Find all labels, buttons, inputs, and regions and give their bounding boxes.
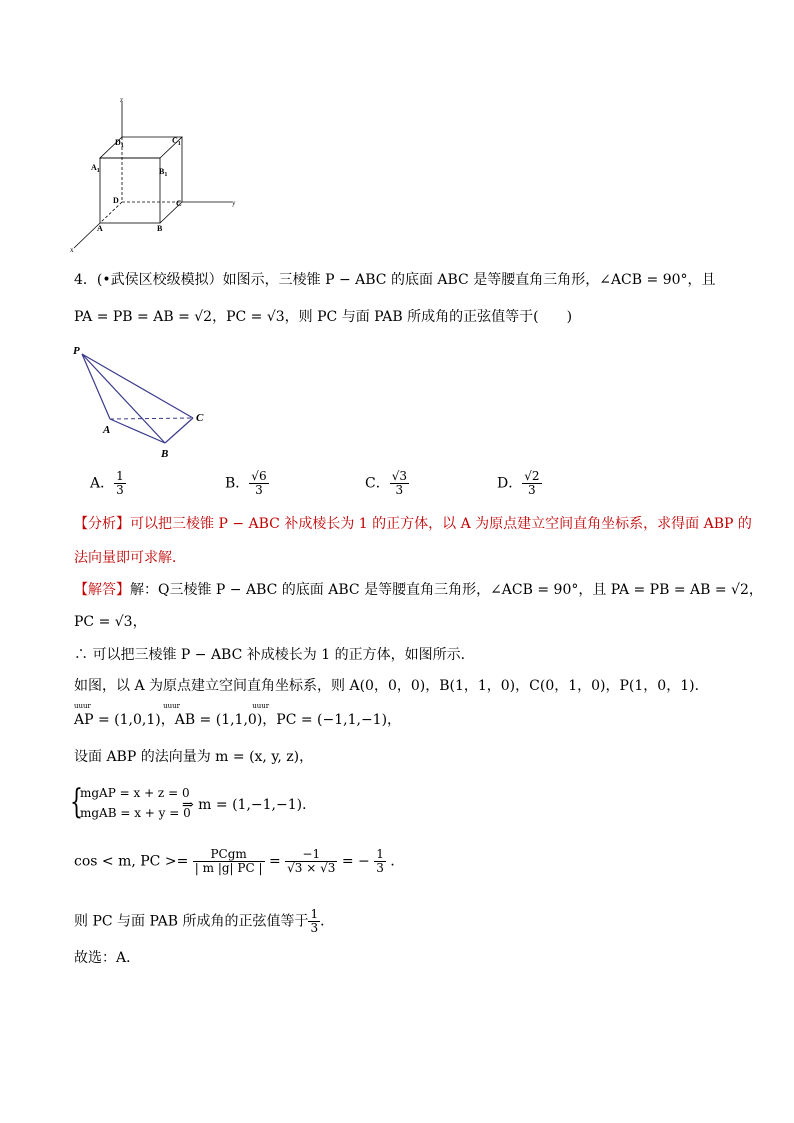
solution-tag: 【解答】 [74, 582, 130, 598]
cosine-line: cos < m, PC >= $\frac{\text{PCgm}}{| m |g| PC |}$ = $\frac{-1}{√3 \times √3}$ = − $\frac{1}{3}$ ． [74, 847, 405, 875]
cube-label-C: C [176, 199, 182, 208]
solution-line-1: 【解答】解：Q三棱锥 P − ABC 的底面 ABC 是等腰直角三角形，∠ACB = 90°，且 PA = PB = AB = √2， [74, 582, 763, 598]
analysis-line-2: 法向量即可求解． [74, 550, 186, 566]
cube-label-D1: D [115, 138, 121, 147]
problem-line-1: 4．(•武侯区校级模拟）如图示，三棱锥 P − ABC 的底面 ABC 是等腰直角三角形，∠ACB = 90°，且 [74, 272, 716, 288]
cube-label-z: z [120, 96, 124, 104]
cube-label-x: x [70, 246, 74, 254]
cube-label-A1: A [91, 163, 97, 172]
option-d: D． $\frac{√2}{3}$ [497, 469, 540, 497]
cube-label-y: y [232, 199, 236, 207]
solution-line-8: 则 PC 与面 PAB 所成角的正弦值等于 $\frac{1}{3}$ ． [74, 907, 335, 935]
analysis-tag: 【分析】 [74, 516, 130, 532]
cube-label-B1: B [159, 167, 165, 176]
pyramid-label-P: P [73, 345, 80, 357]
svg-text:A1: $A_1$ [91, 163, 100, 174]
analysis-line-1: 【分析】可以把三棱锥 P − ABC 补成棱长为 1 的正方体，以 A 为原点建立空间直角坐标系，求得面 ABP 的 [74, 516, 752, 532]
cube-label-D: D [113, 196, 119, 205]
svg-text:D1: $D_1$ [115, 138, 124, 149]
system-bottom: mgAB = x + y = 0 [80, 806, 191, 820]
cube-label-A: A [97, 224, 103, 233]
svg-text:C1: $C_1$ [172, 136, 181, 147]
pyramid-figure [68, 340, 218, 465]
solution-line-4: 如图，以 A 为原点建立空间直角坐标系，则 A(0，0，0)，B(1，1，0)，C(0，1，0)，P(1，0，1)． [74, 678, 709, 694]
solution-line-3: ∴ 可以把三棱锥 P − ABC 补成棱长为 1 的正方体，如图所示． [74, 647, 475, 663]
solution-line-2: PC = √3， [74, 614, 147, 630]
vector-marks: uuur uuur uuur [74, 702, 270, 710]
cube-label-C1: C [172, 136, 178, 145]
pyramid-label-A: A [103, 424, 111, 436]
option-a: A． $\frac{1}{3}$ [90, 469, 124, 497]
pyramid-label-C: C [196, 412, 204, 424]
cube-label-B: B [157, 224, 163, 233]
system-result: ⇒ m = (1,−1,−1)． [182, 797, 317, 813]
svg-text:B1: $B_1$ [159, 167, 168, 178]
solution-line-9: 故选：A． [74, 950, 141, 966]
problem-line-2: PA = PB = AB = √2，PC = √3，则 PC 与面 PAB 所成角的正弦值等于( ) [74, 309, 573, 325]
system-top: mgAP = x + z = 0 [80, 786, 190, 800]
solution-line-5: AP = (1,0,1)，AB = (1,1,0)，PC = (−1,1,−1)， [74, 712, 402, 728]
cube-figure [60, 90, 260, 255]
equation-brace: { [70, 782, 83, 822]
pyramid-label-B: B [161, 448, 169, 460]
option-b: B． $\frac{√6}{3}$ [225, 469, 267, 497]
solution-line-6: 设面 ABP 的法向量为 m = (x, y, z)， [74, 749, 314, 765]
option-c: C． $\frac{√3}{3}$ [365, 469, 407, 497]
